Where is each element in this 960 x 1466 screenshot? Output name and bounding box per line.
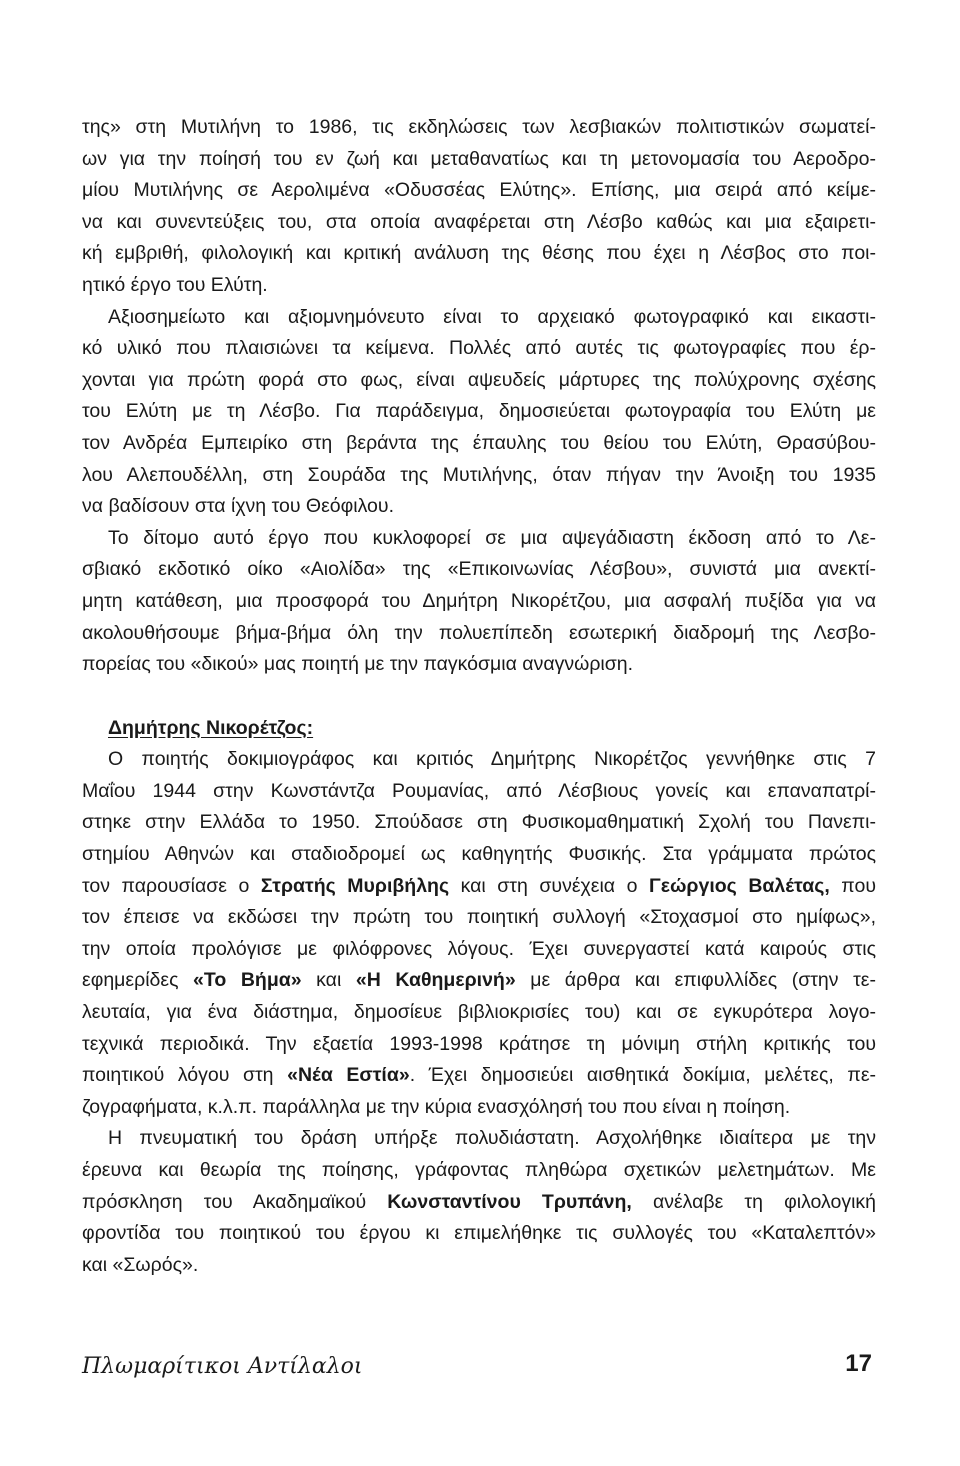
text-line: Ο ποιητής δοκιμιογράφος και κριτιός Δημήτρης Νικορέτζος γεννήθηκε στις 7: [108, 748, 876, 771]
text-span: και: [301, 969, 356, 992]
text-line: να βαδίσουν στα ίχνη του Θεόφιλου.: [82, 495, 394, 518]
paragraph-2: [82, 302, 876, 523]
page-footer: [82, 1350, 872, 1390]
text-line: τεχνικά περιοδικά. Την εξαετία 1993-1998 κράτησε τη μόνιμη στήλη κριτικής του: [82, 1032, 876, 1055]
text-line: [82, 871, 876, 903]
text-line: κό υλικό που πλαισιώνει τα κείμενα. Πολλές από αυτές τις φωτογραφίες που έρ-: [82, 337, 876, 360]
text-line: ων για την ποίησή του εν ζωή και μεταθανατίως και τη μετονομασία του Αεροδρο-: [82, 147, 876, 170]
text-line: πορείας του «δικού» μας ποιητή με την παγκόσμια αναγνώριση.: [82, 653, 634, 676]
bold-name: «Νέα Εστία»: [287, 1064, 410, 1087]
text-line: τον Ανδρέα Εμπειρίκο στη βεράντα της έπαυλης του θείου του Ελύτη, Θρασύβου-: [82, 431, 876, 454]
text-span: ποιητικού λόγου στη: [82, 1064, 288, 1087]
text-line: λευταία, για ένα διάστημα, δημοσίευε βιβλιοκρισίες του) και σε εγκυρότερα λογο-: [82, 1001, 876, 1024]
text-line: και «Σωρός».: [82, 1253, 199, 1276]
text-span: . Έχει δημοσιεύει αισθητικά δοκίμια, μελέτες, πε-: [409, 1064, 876, 1087]
text-line: Αξιοσημείωτο και αξιομνημόνευτο είναι το αρχειακό φωτογραφικό και εικαστι-: [108, 305, 876, 328]
text-line: κή εμβριθή, φιλολογική και κριτική ανάλυση της θέσης που έχει η Λέσβος στο ποι-: [82, 242, 876, 265]
bio-section: [82, 713, 876, 1282]
text-line: της» στη Μυτιλήνη το 1986, τις εκδηλώσεις των λεσβιακών πολιτιστικών σωματεί-: [82, 116, 876, 138]
text-line: Μαΐου 1944 στην Κωνστάντζα Ρουμανίας, από Λέσβιους γονείς και επαναπατρί-: [82, 779, 876, 802]
bio-heading: Δημήτρης Νικορέτζος:: [108, 716, 314, 739]
text-span: και στη συνέχεια ο: [449, 874, 649, 897]
text-line: μίου Μυτιλήνης σε Αερολιμένα «Οδυσσέας Ελύτης». Επίσης, μια σειρά από κείμε-: [82, 179, 876, 202]
text-line: [82, 1187, 876, 1219]
text-line: Η πνευματική του δράση υπήρξε πολυδιάστατη. Ασχολήθηκε ιδιαίτερα με την: [108, 1127, 876, 1150]
text-line: φροντίδα του ποιητικού του έργου κι επιμελήθηκε τις συλλογές του «Καταλεπτόν»: [82, 1222, 876, 1245]
text-line: ζογραφήματα, κ.λ.π. παράλληλα με την κύρια ενασχόλησή του που είναι η ποίηση.: [82, 1095, 791, 1118]
paragraph-3: [82, 523, 876, 681]
text-line: Το δίτομο αυτό έργο που κυκλοφορεί σε μια αψεγάδιαστη έκδοση από το Λε-: [108, 526, 876, 549]
text-line: την οποία προλόγισε με φιλόφρονες λόγους. Έχει συνεργαστεί κατά καιρούς στις: [82, 937, 876, 960]
text-span: ανέλαβε τη φιλολογική: [631, 1190, 876, 1213]
text-line: [82, 965, 876, 997]
bold-name: «Η Καθημερινή»: [355, 969, 516, 992]
text-span: τον παρουσίασε ο: [82, 874, 261, 897]
text-line: ητικό έργο του Ελύτη.: [82, 273, 268, 296]
bold-name: Γεώργιος Βαλέτας,: [648, 874, 830, 897]
text-line: μητη κατάθεση, μια προσφορά του Δημήτρη Νικορέτζου, μια ασφαλή πυξίδα για να: [82, 589, 876, 612]
paragraph-1: [82, 112, 876, 302]
text-line: [82, 1060, 876, 1092]
text-line: χονται για πρώτη φορά στο φως, είναι αψευδείς μάρτυρες της πολύχρονης σχέσης: [82, 368, 876, 391]
text-line: τον έπεισε να εκδώσει την πρώτη του ποιητική συλλογή «Στοχασμοί στο ημίφως»,: [82, 906, 876, 929]
bold-name: «Το Βήμα»: [193, 969, 302, 992]
text-line: έρευνα και θεωρία της ποίησης, γράφοντας πληθώρα σχετικών μελετημάτων. Με: [82, 1159, 876, 1181]
page-body: [82, 112, 876, 1281]
bold-name: Κωνσταντίνου Τρυπάνη,: [387, 1190, 632, 1213]
book-title: Πλωμαρίτικοι Αντίλαλοι: [82, 1354, 363, 1379]
text-line: να και συνεντεύξεις του, στα οποία αναφέρεται στη Λέσβο καθώς και μια εξαιρετι-: [82, 210, 876, 233]
page-number: 17: [845, 1350, 872, 1377]
text-line: ακολουθήσουμε βήμα-βήμα όλη την πολυεπίπεδη εσωτερική διαδρομή της Λεσβο-: [82, 621, 876, 644]
text-span: εφημερίδες: [82, 969, 194, 992]
text-line: του Ελύτη με τη Λέσβο. Για παράδειγμα, δημοσιεύεται φωτογραφία του Ελύτη με: [82, 400, 876, 423]
text-span: πρόσκληση του Ακαδημαϊκού: [82, 1190, 388, 1213]
text-span: με άρθρα και επιφυλλίδες (στην τε-: [515, 969, 876, 992]
bold-name: Στρατής Μυριβήλης: [260, 874, 450, 897]
text-line: σβιακό εκδοτικό οίκο «Αιολίδα» της «Επικοινωνίας Λέσβου», συνιστά μια ανεκτί-: [82, 558, 876, 581]
text-span: που: [829, 874, 876, 897]
text-line: στηκε στην Ελλάδα το 1950. Σπούδασε στη Φυσικομαθηματική Σχολή του Πανεπι-: [82, 811, 876, 834]
text-line: λου Αλεπουδέλλη, στη Σουράδα της Μυτιλήνης, όταν πήγαν την Άνοιξη του 1935: [82, 463, 876, 486]
section-spacer: [82, 681, 876, 713]
text-line: στημίου Αθηνών και σταδιοδρομεί ως καθηγητής Φυσικής. Στα γράμματα πρώτος: [82, 843, 876, 866]
